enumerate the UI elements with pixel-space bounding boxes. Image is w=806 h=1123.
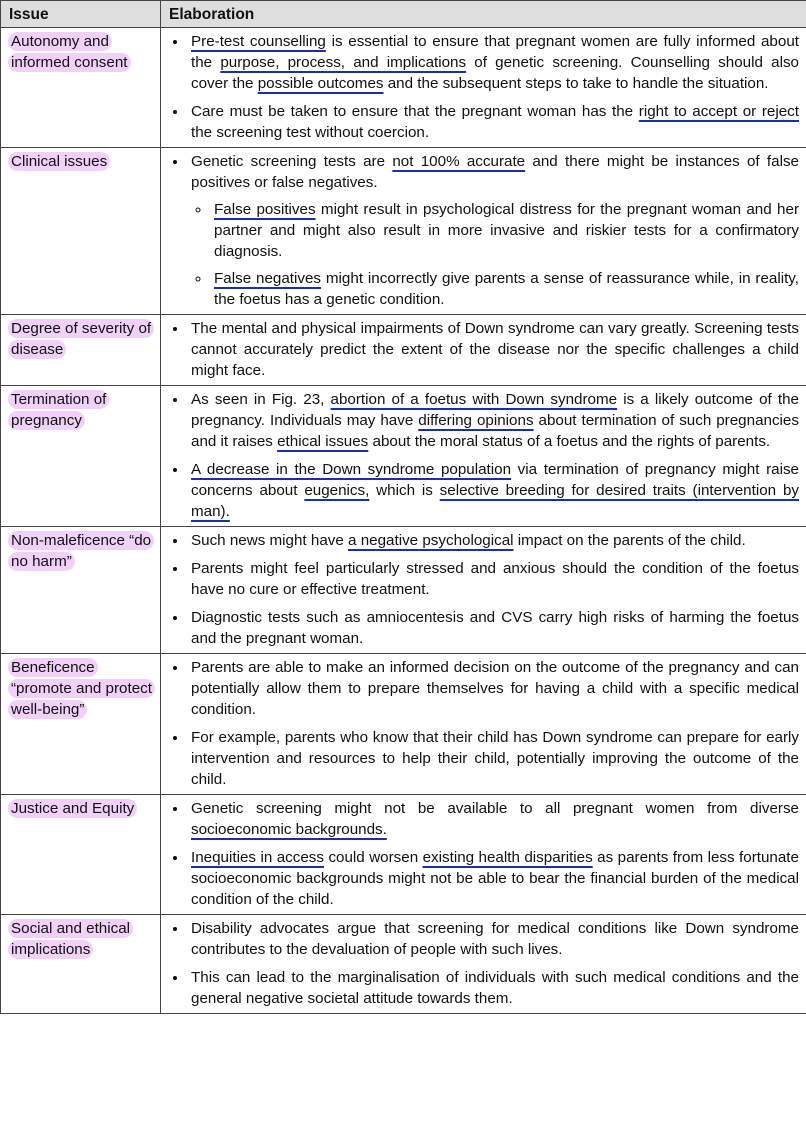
issue-label: Termination of pregnancy bbox=[8, 390, 109, 430]
issue-cell bbox=[1, 315, 161, 386]
table-row bbox=[1, 315, 806, 386]
bullet-point bbox=[188, 389, 799, 452]
bullet-point bbox=[188, 727, 799, 790]
text-run: The mental and physical impairments of Down syndrome can vary greatly. Screening tests cannot accurately predict the extent of the disease nor the specific challenges a child might face. bbox=[191, 320, 799, 379]
underlined-phrase: socioeconomic backgrounds. bbox=[191, 821, 387, 838]
bullet-list bbox=[168, 657, 799, 790]
text-run: Disability advocates argue that screening for medical conditions like Down syndrome contributes to the devaluation of people with such lives. bbox=[191, 920, 799, 958]
issue-label: Justice and Equity bbox=[8, 799, 137, 818]
issue-column-header: Issue bbox=[1, 1, 161, 28]
issue-cell bbox=[1, 915, 161, 1014]
bullet-point bbox=[188, 918, 799, 960]
elaboration-cell bbox=[161, 654, 806, 795]
text-run: Care must be taken to ensure that the pregnant woman has the bbox=[191, 103, 639, 120]
issue-cell bbox=[1, 795, 161, 915]
bullet-point bbox=[188, 318, 799, 381]
elaboration-cell bbox=[161, 795, 806, 915]
issue-label: Non-maleficence “do no harm” bbox=[8, 531, 154, 571]
elaboration-cell bbox=[161, 315, 806, 386]
table-row bbox=[1, 386, 806, 527]
table-row bbox=[1, 28, 806, 148]
underlined-phrase: Inequities in access bbox=[191, 849, 324, 866]
text-run: might result in psychological distress for the pregnant woman and her partner and might also result in more invasive and riskier tests for a confirmatory diagnosis. bbox=[214, 201, 799, 260]
bullet-list bbox=[168, 31, 799, 143]
bullet-point bbox=[188, 101, 799, 143]
underlined-phrase: eugenics, bbox=[304, 482, 370, 499]
text-run: the screening test without coercion. bbox=[191, 124, 430, 141]
text-run: Genetic screening tests are bbox=[191, 153, 393, 170]
text-run: is essential to ensure that pregnant women are fully informed about the bbox=[191, 33, 799, 71]
text-run: Such news might have bbox=[191, 532, 349, 549]
issue-cell bbox=[1, 28, 161, 148]
bullet-list bbox=[168, 530, 799, 649]
bullet-point bbox=[188, 151, 799, 310]
issue-cell bbox=[1, 148, 161, 315]
underlined-phrase: False negatives bbox=[214, 270, 322, 287]
elaboration-cell bbox=[161, 915, 806, 1014]
elaboration-cell bbox=[161, 386, 806, 527]
underlined-phrase: selective breeding for desired traits (intervention by man). bbox=[191, 482, 799, 520]
table-header-row bbox=[1, 1, 806, 28]
bullet-point bbox=[188, 530, 799, 551]
text-run: might incorrectly give parents a sense of reassurance while, in reality, the foetus has a genetic condition. bbox=[214, 270, 799, 308]
elaboration-cell bbox=[161, 148, 806, 315]
text-run: Parents might feel particularly stressed and anxious should the condition of the foetus have no cure or effective treatment. bbox=[191, 560, 799, 598]
issue-label: Beneficence “promote and protect well-being” bbox=[8, 658, 155, 719]
table-row bbox=[1, 654, 806, 795]
sub-bullet-list bbox=[191, 199, 799, 310]
underlined-phrase: False positives bbox=[214, 201, 316, 218]
elaboration-cell bbox=[161, 527, 806, 654]
text-run: Diagnostic tests such as amniocentesis and CVS carry high risks of harming the foetus and the pregnant woman. bbox=[191, 609, 799, 647]
issue-cell bbox=[1, 527, 161, 654]
issue-label: Degree of severity of disease bbox=[8, 319, 154, 359]
underlined-phrase: not 100% accurate bbox=[392, 153, 526, 170]
bullet-point bbox=[188, 847, 799, 910]
bullet-list bbox=[168, 918, 799, 1009]
elaboration-column-header: Elaboration bbox=[161, 1, 806, 28]
bullet-list bbox=[168, 151, 799, 310]
underlined-phrase: purpose, process, and implications bbox=[220, 54, 467, 71]
underlined-phrase: abortion of a foetus with Down syndrome bbox=[330, 391, 618, 408]
bullet-list bbox=[168, 798, 799, 910]
underlined-phrase: differing opinions bbox=[418, 412, 534, 429]
text-run: as parents from less fortunate socioeconomic backgrounds might not be able to bear the financial burden of the medical condition of the child. bbox=[191, 849, 799, 908]
text-run: of genetic screening. Counselling should also cover the bbox=[191, 54, 799, 92]
underlined-phrase: A decrease in the Down syndrome population bbox=[191, 461, 512, 478]
text-run: impact on the parents of the child. bbox=[513, 532, 746, 549]
bullet-list bbox=[168, 389, 799, 522]
bullet-point bbox=[188, 459, 799, 522]
sub-bullet-point bbox=[211, 268, 799, 310]
bullet-point bbox=[188, 657, 799, 720]
table-row bbox=[1, 795, 806, 915]
text-run: about termination of such pregnancies and it raises bbox=[191, 412, 799, 450]
table-row bbox=[1, 915, 806, 1014]
underlined-phrase: existing health disparities bbox=[422, 849, 593, 866]
bullet-point bbox=[188, 798, 799, 840]
text-run: about the moral status of a foetus and the rights of parents. bbox=[368, 433, 771, 450]
bullet-list bbox=[168, 318, 799, 381]
text-run: and the subsequent steps to take to handle the situation. bbox=[383, 75, 769, 92]
bullet-point bbox=[188, 967, 799, 1009]
text-run: via termination of pregnancy might raise concerns about bbox=[191, 461, 799, 499]
issue-cell bbox=[1, 386, 161, 527]
underlined-phrase: possible outcomes bbox=[257, 75, 384, 92]
bullet-point bbox=[188, 31, 799, 94]
sub-bullet-point bbox=[211, 199, 799, 262]
text-run: Genetic screening might not be available to all pregnant women from diverse bbox=[191, 800, 799, 817]
table-row bbox=[1, 148, 806, 315]
text-run: which is bbox=[369, 482, 440, 499]
text-run: Parents are able to make an informed decision on the outcome of the pregnancy and can potentially allow them to prepare themselves for having a child with a specific medical condition. bbox=[191, 659, 799, 718]
issue-label: Autonomy and informed consent bbox=[8, 32, 131, 72]
underlined-phrase: right to accept or reject bbox=[638, 103, 799, 120]
issue-cell bbox=[1, 654, 161, 795]
text-run: For example, parents who know that their child has Down syndrome can prepare for early intervention and resources to help their child, potentially improving the outcome of the child. bbox=[191, 729, 799, 788]
bullet-point bbox=[188, 558, 799, 600]
bullet-point bbox=[188, 607, 799, 649]
issue-label: Clinical issues bbox=[8, 152, 110, 171]
text-run: This can lead to the marginalisation of individuals with such medical conditions and the general negative societal attitude towards them. bbox=[191, 969, 799, 1007]
underlined-phrase: Pre-test counselling bbox=[191, 33, 326, 50]
elaboration-cell bbox=[161, 28, 806, 148]
table-body bbox=[1, 28, 806, 1014]
text-run: could worsen bbox=[324, 849, 423, 866]
underlined-phrase: ethical issues bbox=[277, 433, 369, 450]
table-row bbox=[1, 527, 806, 654]
issue-label: Social and ethical implications bbox=[8, 919, 133, 959]
text-run: and there might be instances of false positives or false negatives. bbox=[191, 153, 799, 191]
text-run: is a likely outcome of the pregnancy. Individuals may have bbox=[191, 391, 799, 429]
text-run: As seen in Fig. 23, bbox=[191, 391, 331, 408]
underlined-phrase: a negative psychological bbox=[348, 532, 514, 549]
